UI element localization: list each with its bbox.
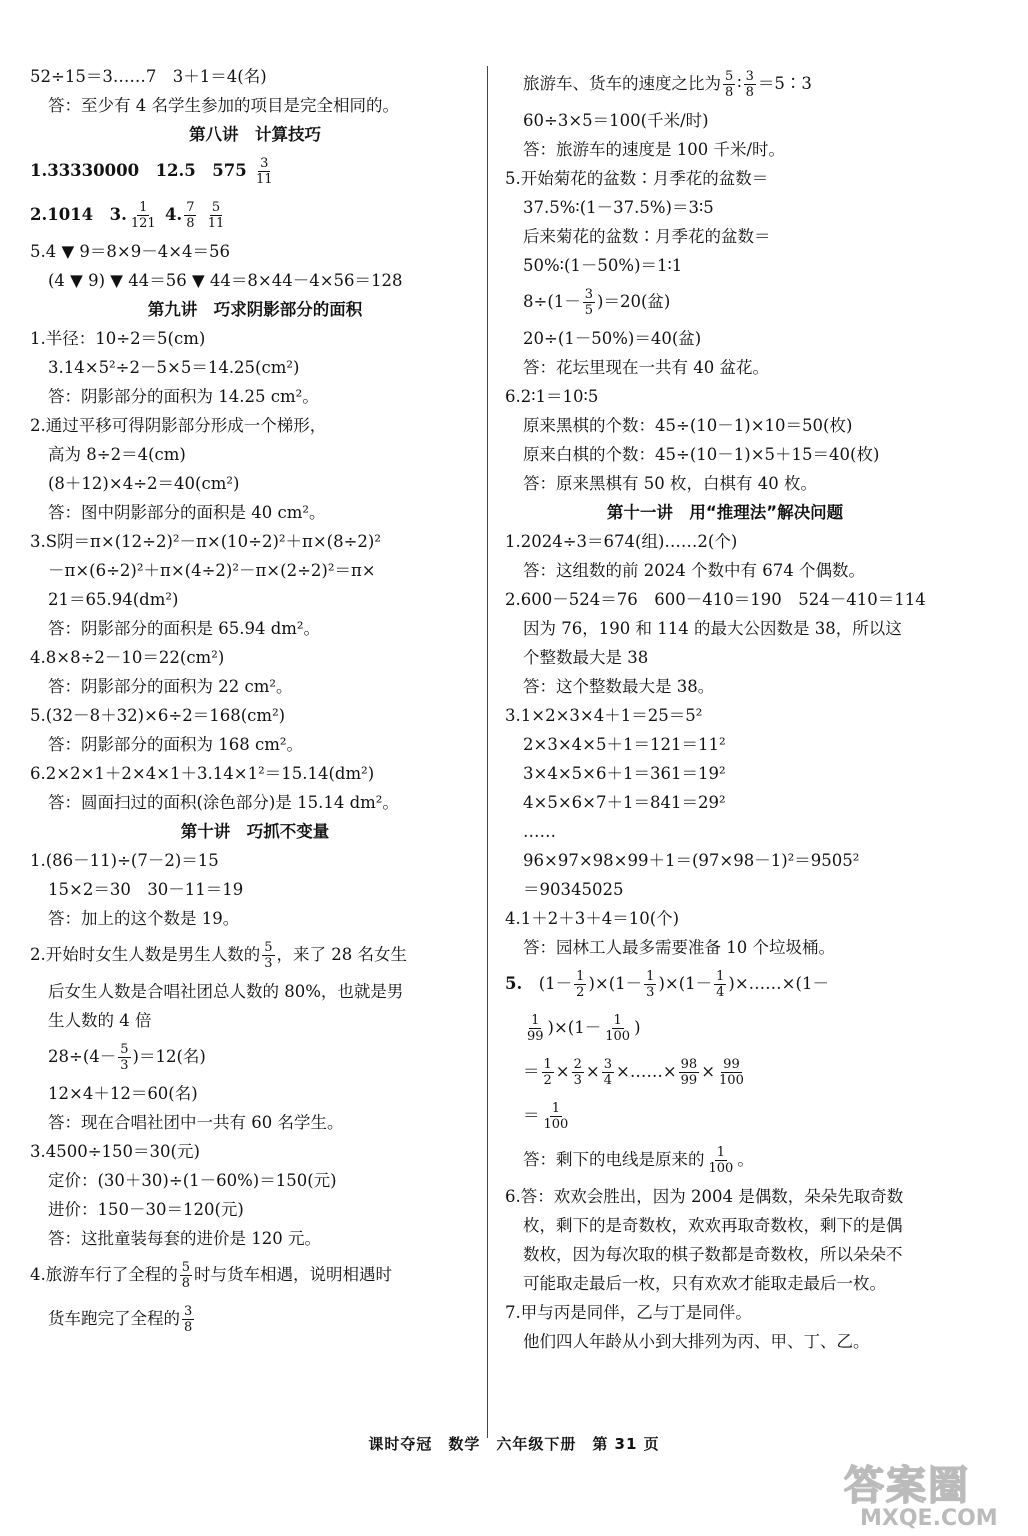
answer-line: 答：旅游车的速度是 100 千米/时。 (523, 140, 786, 159)
problem-11-4: 4.1＋2＋3＋4＝10(个) (505, 909, 680, 928)
text-line: 个整数最大是 38 (523, 648, 649, 667)
problem-9-4: 4.8×8÷2－10＝22(cm²) (30, 648, 225, 667)
text-line: 货车跑完了全程的 $\frac{3}{8}$ (48, 1304, 193, 1335)
text-line: 28÷(4－ $\frac{5}{3}$ )＝12(名) (48, 1042, 206, 1073)
fraction: $\frac{1}{3}$ (646, 969, 655, 1000)
fraction: $\frac{5}{8}$ (725, 69, 734, 100)
answer-line: 答：阴影部分的面积是 65.94 dm²。 (48, 619, 321, 638)
fraction: $\frac{1}{2}$ (576, 969, 585, 1000)
fraction: $\frac{1}{121}$ (130, 200, 156, 231)
text-line: ＝90345025 (523, 880, 624, 899)
fraction: $\frac{1}{99}$ (527, 1013, 544, 1044)
text-line: 他们四人年龄从小到大排列为丙、甲、丁、乙。 (523, 1332, 870, 1351)
fraction: $\frac{1}{100}$ (605, 1013, 631, 1044)
problem-9-3: 3.S阴＝π×(12÷2)²－π×(10÷2)²＋π×(8÷2)² (30, 532, 381, 551)
answer-line: 答：阴影部分的面积为 22 cm²。 (48, 677, 293, 696)
text-line: (8＋12)×4÷2＝40(cm²) (48, 474, 240, 493)
text-line: 因为 76，190 和 114 的最大公因数是 38，所以这 (523, 619, 902, 638)
text-line: 60÷3×5＝100(千米/时) (523, 111, 709, 130)
text-line: 可能取走最后一枚，只有欢欢才能取走最后一枚。 (523, 1274, 886, 1293)
answer-line: 答：圆面扫过的面积(涂色部分)是 15.14 dm²。 (48, 793, 399, 812)
text-line: ＝ $\frac{1}{100}$ (523, 1101, 569, 1132)
answer-line: 答：阴影部分的面积为 168 cm²。 (48, 735, 303, 754)
section-heading-11: 第十一讲 用“推理法”解决问题 (606, 503, 844, 522)
problem-9-5: 5.(32－8＋32)×6÷2＝168(cm²) (30, 706, 286, 725)
problem-11-1: 1.2024÷3＝674(组)……2(个) (505, 532, 738, 551)
text-line: 高为 8÷2＝4(cm) (48, 445, 186, 464)
fraction: $\frac{1}{100}$ (543, 1101, 569, 1132)
text-line: 37.5%∶(1－37.5%)＝3∶5 (523, 198, 714, 217)
text-line: …… (523, 822, 556, 841)
watermark-logo (842, 1454, 1012, 1534)
fraction: $\frac{1}{100}$ (708, 1145, 734, 1176)
section-heading-8: 第八讲 计算技巧 (189, 125, 321, 144)
problem-11-6: 6.答：欢欢会胜出，因为 2004 是偶数，朵朵先取奇数 (505, 1187, 904, 1206)
problem-10-5: 5.开始菊花的盆数∶月季花的盆数＝ (505, 169, 769, 188)
fraction: $\frac{2}{3}$ (573, 1057, 582, 1088)
problem-9-1: 1.半径：10÷2＝5(cm) (30, 329, 206, 348)
answer-line: 答：花坛里现在一共有 40 盆花。 (523, 358, 769, 377)
column-divider (487, 66, 488, 1438)
fraction: $\frac{5}{3}$ (120, 1042, 129, 1073)
text-line: 50%∶(1－50%)＝1∶1 (523, 256, 683, 275)
left-column (30, 62, 480, 1341)
text-line: $\frac{1}{99}$ )×(1－ $\frac{1}{100}$ ) (527, 1013, 641, 1044)
text-line: 后来菊花的盆数∶月季花的盆数＝ (523, 227, 771, 246)
problem-10-2: 2.开始时女生人数是男生人数的 $\frac{5}{3}$ ，来了 28 名女生 (30, 940, 408, 971)
fraction: $\frac{98}{99}$ (680, 1057, 698, 1088)
fraction: $\frac{1}{2}$ (543, 1057, 552, 1088)
text-line: 8÷(1－ $\frac{3}{5}$ )＝20(盆) (523, 287, 671, 318)
problem-11-5: 5. (1－ $\frac{1}{2}$ )×(1－ $\frac{1}{3}$ )×(1－ $\frac{1}{4}$ )×……×(1－ (505, 969, 829, 1000)
text-line: 定价：(30＋30)÷(1－60%)＝150(元) (48, 1171, 337, 1190)
text-line: 生人数的 4 倍 (48, 1011, 152, 1030)
fraction: $\frac{99}{100}$ (719, 1057, 744, 1088)
fraction: $\frac{3}{5}$ (584, 287, 594, 318)
text-line: 数枚，因为每次取的棋子数都是奇数枚，所以朵朵不 (523, 1245, 903, 1264)
problem-9-2: 2.通过平移可得阴影部分形成一个梯形， (30, 416, 327, 435)
text-line: 2×3×4×5＋1＝121＝11² (523, 735, 726, 754)
problem-10-4: 4.旅游车行了全程的 $\frac{5}{8}$ 时与货车相遇，说明相遇时 (30, 1260, 393, 1291)
problem-9-6: 6.2×2×1＋2×4×1＋3.14×1²＝15.14(dm²) (30, 764, 375, 783)
text-line: 3.14×5²÷2－5×5＝14.25(cm²) (48, 358, 300, 377)
problem-10-6: 6.2∶1＝10∶5 (505, 387, 599, 406)
text-line: (4 ▼ 9) ▼ 44＝56 ▼ 44＝8×44－4×56＝128 (48, 271, 403, 290)
problem-11-3: 3.1×2×3×4＋1＝25＝5² (505, 706, 703, 725)
fraction: $\frac{7}{8}$ (186, 200, 195, 231)
text-line: 21＝65.94(dm²) (48, 590, 179, 609)
text-line: 原来白棋的个数：45÷(10－1)×5＋15＝40(枚) (523, 445, 880, 464)
fraction: $\frac{5}{8}$ (181, 1260, 191, 1291)
fraction: $\frac{5}{3}$ (264, 940, 273, 971)
answer-line: 答：这组数的前 2024 个数中有 674 个偶数。 (523, 561, 865, 580)
fraction: $\frac{5}{11}$ (207, 200, 225, 231)
text-line: 20÷(1－50%)＝40(盆) (523, 329, 702, 348)
problem-8-1: 1.33330000 12.5 575 $\frac{3}{11}$ (30, 156, 273, 187)
text-line: 进价：150－30＝120(元) (48, 1200, 244, 1219)
fraction: $\frac{1}{4}$ (716, 969, 725, 1000)
text-line: 原来黑棋的个数：45÷(10－1)×10＝50(枚) (523, 416, 853, 435)
text-line: 15×2＝30 30－11＝19 (48, 880, 244, 899)
text-line: 旅游车、货车的速度之比为 $\frac{5}{8}$ ∶ $\frac{3}{8}$ ＝5∶3 (523, 69, 812, 100)
text-line: 4×5×6×7＋1＝841＝29² (523, 793, 726, 812)
fraction: $\frac{3}{4}$ (603, 1057, 612, 1088)
answer-line: 答：至少有 4 名学生参加的项目是完全相同的。 (48, 96, 399, 115)
watermark-url: MXQE.COM (860, 1506, 998, 1531)
answer-line: 答：现在合唱社团中一共有 60 名学生。 (48, 1113, 344, 1132)
watermark-name: 答案圈 (844, 1463, 970, 1509)
answer-line: 答：园林工人最多需要准备 10 个垃圾桶。 (523, 938, 835, 957)
text-line: －π×(6÷2)²＋π×(4÷2)²－π×(2÷2)²＝π× (48, 561, 376, 580)
answer-line: 答：这批童装每套的进价是 120 元。 (48, 1229, 321, 1248)
problem-11-2: 2.600－524＝76 600－410＝190 524－410＝114 (505, 590, 926, 609)
answer-line: 答：这个整数最大是 38。 (523, 677, 715, 696)
answer-line: 答：图中阴影部分的面积是 40 cm²。 (48, 503, 326, 522)
fraction: $\frac{3}{8}$ (745, 69, 754, 100)
text-line: 52÷15＝3……7 3＋1＝4(名) (30, 67, 267, 86)
problem-8-5: 5.4 ▼ 9＝8×9－4×4＝56 (30, 242, 231, 261)
right-column (505, 62, 945, 1356)
text-line: 12×4＋12＝60(名) (48, 1084, 198, 1103)
section-heading-9: 第九讲 巧求阴影部分的面积 (147, 300, 363, 319)
problem-11-7: 7.甲与丙是同伴，乙与丁是同伴。 (505, 1303, 752, 1322)
text-line: 后女生人数是合唱社团总人数的 80%，也就是男 (48, 982, 404, 1001)
problem-8-2: 2.1014 3. $\frac{1}{121}$ 4. $\frac{7}{8}$ $\frac{5}{11}$ (30, 200, 225, 231)
fraction: $\frac{3}{8}$ (184, 1304, 193, 1335)
page-footer: 课时夺冠 数学 六年级下册 第 31 页 (368, 1435, 660, 1453)
answer-line: 答：剩下的电线是原来的 $\frac{1}{100}$ 。 (523, 1145, 754, 1176)
answer-line: 答：阴影部分的面积为 14.25 cm²。 (48, 387, 319, 406)
text-line: 枚，剩下的是奇数枚，欢欢再取奇数枚，剩下的是偶 (523, 1216, 903, 1235)
section-heading-10: 第十讲 巧抓不变量 (180, 822, 330, 841)
text-line: ＝ $\frac{1}{2}$ × $\frac{2}{3}$ × $\frac{3}{4}$ ×……× $\frac{98}{99}$ × $\frac{99}{100}$ (523, 1057, 744, 1088)
problem-10-1: 1.(86－11)÷(7－2)＝15 (30, 851, 219, 870)
text-line: 3×4×5×6＋1＝361＝19² (523, 764, 726, 783)
answer-line: 答：原来黑棋有 50 枚，白棋有 40 枚。 (523, 474, 817, 493)
answer-line: 答：加上的这个数是 19。 (48, 909, 240, 928)
problem-10-3: 3.4500÷150＝30(元) (30, 1142, 200, 1161)
fraction: $\frac{3}{11}$ (255, 156, 273, 187)
text-line: 96×97×98×99＋1＝(97×98－1)²＝9505² (523, 851, 860, 870)
